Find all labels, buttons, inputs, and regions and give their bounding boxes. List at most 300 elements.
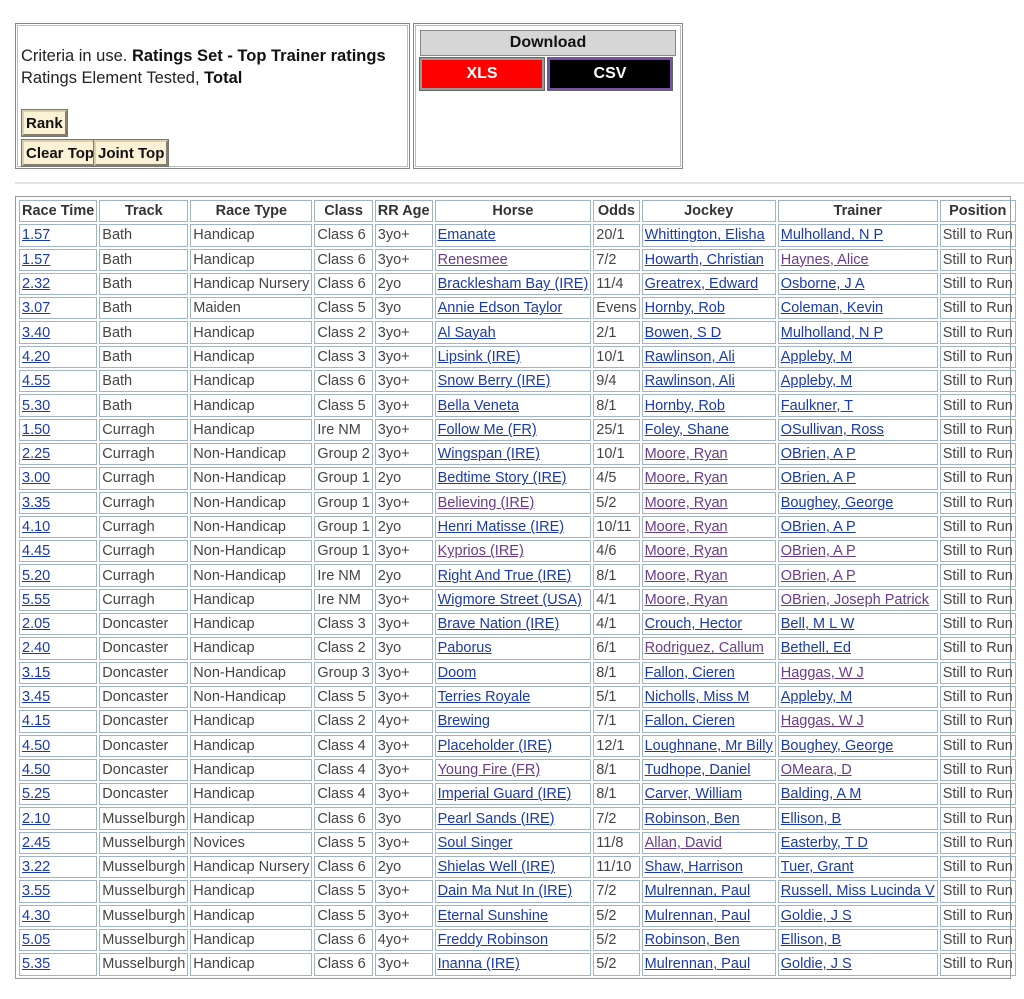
race-time-link[interactable]: 4.30: [22, 907, 51, 924]
track-cell: Bath: [99, 394, 188, 416]
horse-cell: [435, 589, 592, 611]
race-time-link[interactable]: 4.55: [22, 373, 51, 390]
table-row: [19, 443, 1016, 465]
table-row: [19, 224, 1016, 246]
jockey-link[interactable]: Mulrennan, Paul: [644, 883, 751, 900]
horse-link[interactable]: Young Fire (FR): [437, 761, 541, 778]
trainer-link[interactable]: Boughey, George: [780, 494, 894, 511]
position-cell: Still to Run: [940, 929, 1016, 951]
horse-link[interactable]: Pearl Sands (IRE): [437, 810, 555, 827]
position-cell: Still to Run: [940, 443, 1016, 465]
race-type-cell: Non-Handicap: [190, 662, 312, 684]
class-cell: Group 2: [314, 443, 372, 465]
horse-cell: [435, 346, 592, 368]
trainer-link[interactable]: OMeara, D: [780, 761, 852, 778]
jockey-cell: [642, 297, 776, 319]
jockey-link[interactable]: Moore, Ryan: [644, 567, 728, 584]
track-cell: Doncaster: [99, 759, 188, 781]
jockey-link[interactable]: Moore, Ryan: [644, 519, 728, 535]
trainer-link[interactable]: OBrien, A P: [780, 470, 856, 487]
horse-cell: [435, 735, 592, 757]
table-row: [19, 686, 1016, 708]
column-header-jockey: Jockey: [642, 200, 776, 222]
horse-link[interactable]: Shielas Well (IRE): [437, 859, 555, 876]
trainer-link[interactable]: Appleby, M: [780, 373, 853, 390]
race-type-cell: Non-Handicap: [190, 492, 312, 514]
column-header-horse: Horse: [435, 200, 592, 222]
rr-age-cell: 2yo: [375, 516, 433, 538]
class-cell: Class 4: [314, 783, 372, 805]
trainer-link[interactable]: OBrien, A P: [780, 519, 856, 535]
race-type-cell: Handicap: [190, 637, 312, 659]
jockey-link[interactable]: Foley, Shane: [644, 421, 729, 438]
xls-download-button[interactable]: XLS: [420, 58, 544, 90]
jockey-cell: [642, 516, 776, 538]
race-type-cell: Handicap: [190, 905, 312, 927]
position-cell: Still to Run: [940, 346, 1016, 368]
jockey-link[interactable]: Moore, Ryan: [644, 470, 728, 487]
race-time-link[interactable]: 1.57: [22, 227, 51, 244]
race-time-link[interactable]: 4.15: [22, 713, 51, 730]
horse-link[interactable]: Soul Singer: [437, 834, 513, 851]
table-row: [19, 953, 1016, 975]
ratings-element: Total: [204, 69, 243, 87]
horse-link[interactable]: Believing (IRE): [437, 494, 535, 511]
track-cell: Musselburgh: [99, 905, 188, 927]
position-cell: Still to Run: [940, 370, 1016, 392]
table-row: [19, 467, 1016, 489]
horse-cell: [435, 297, 592, 319]
race-time-cell: [19, 249, 97, 271]
rr-age-cell: 3yo+: [375, 224, 433, 246]
horse-cell: [435, 564, 592, 586]
jockey-cell: [642, 710, 776, 732]
race-type-cell: Handicap: [190, 589, 312, 611]
track-cell: Musselburgh: [99, 929, 188, 951]
jockey-cell: [642, 759, 776, 781]
table-row: [19, 370, 1016, 392]
horse-link[interactable]: Eternal Sunshine: [437, 907, 549, 924]
track-cell: Doncaster: [99, 735, 188, 757]
horse-link[interactable]: Placeholder (IRE): [437, 737, 553, 754]
rr-age-cell: 3yo+: [375, 419, 433, 441]
horse-link[interactable]: Imperial Guard (IRE): [437, 786, 572, 803]
race-type-cell: Maiden: [190, 297, 312, 319]
position-cell: Still to Run: [940, 759, 1016, 781]
race-time-cell: [19, 370, 97, 392]
horse-cell: [435, 492, 592, 514]
jockey-link[interactable]: Robinson, Ben: [644, 810, 740, 827]
horse-link[interactable]: Terries Royale: [437, 689, 531, 706]
class-cell: Ire NM: [314, 564, 372, 586]
class-cell: Class 3: [314, 346, 372, 368]
position-cell: Still to Run: [940, 662, 1016, 684]
trainer-link[interactable]: Boughey, George: [780, 737, 894, 754]
race-time-link[interactable]: 5.25: [22, 786, 51, 803]
odds-cell: 8/1: [593, 394, 639, 416]
trainer-cell: [778, 589, 938, 611]
table-row: [19, 710, 1016, 732]
class-cell: Class 5: [314, 394, 372, 416]
horse-link[interactable]: Inanna (IRE): [437, 956, 520, 973]
odds-cell: 5/2: [593, 953, 639, 975]
trainer-link[interactable]: Haynes, Alice: [780, 251, 869, 268]
horse-link[interactable]: Doom: [437, 664, 477, 681]
odds-cell: 10/11: [593, 516, 639, 538]
race-type-cell: Handicap: [190, 370, 312, 392]
horse-link[interactable]: Wingspan (IRE): [437, 446, 540, 463]
rr-age-cell: 4yo+: [375, 929, 433, 951]
table-row: [19, 346, 1016, 368]
horse-link[interactable]: Al Sayah: [437, 324, 496, 341]
trainer-link[interactable]: Haggas, W J: [780, 664, 864, 681]
trainer-link[interactable]: Goldie, J S: [780, 907, 852, 924]
odds-cell: 8/1: [593, 564, 639, 586]
jockey-link[interactable]: Nicholls, Miss M: [644, 689, 750, 706]
rank-button[interactable]: Rank: [22, 110, 67, 136]
race-type-cell: Handicap: [190, 419, 312, 441]
horse-link[interactable]: Paborus: [437, 640, 492, 657]
race-time-link[interactable]: 5.20: [22, 567, 51, 584]
element-label: Ratings Element Tested,: [21, 69, 205, 87]
race-time-link[interactable]: 4.10: [22, 519, 51, 535]
position-cell: Still to Run: [940, 735, 1016, 757]
horse-cell: [435, 686, 592, 708]
race-time-link[interactable]: 5.35: [22, 956, 51, 973]
jockey-cell: [642, 905, 776, 927]
odds-cell: 11/8: [593, 832, 639, 854]
odds-cell: 9/4: [593, 370, 639, 392]
race-time-link[interactable]: 2.45: [22, 834, 51, 851]
position-cell: Still to Run: [940, 637, 1016, 659]
trainer-cell: [778, 880, 938, 902]
table-row: [19, 613, 1016, 635]
horse-cell: [435, 613, 592, 635]
horse-link[interactable]: Bella Veneta: [437, 397, 520, 414]
race-time-link[interactable]: 5.30: [22, 397, 51, 414]
race-time-cell: [19, 783, 97, 805]
track-cell: Curragh: [99, 589, 188, 611]
jockey-link[interactable]: Mulrennan, Paul: [644, 907, 751, 924]
odds-cell: 7/2: [593, 807, 639, 829]
rr-age-cell: 3yo+: [375, 443, 433, 465]
jockey-link[interactable]: Tudhope, Daniel: [644, 761, 751, 778]
odds-cell: 10/1: [593, 443, 639, 465]
table-row: [19, 807, 1016, 829]
race-time-link[interactable]: 4.45: [22, 543, 51, 560]
horse-link[interactable]: Kyprios (IRE): [437, 543, 524, 560]
trainer-link[interactable]: Mulholland, N P: [780, 324, 884, 341]
trainer-link[interactable]: Russell, Miss Lucinda V: [780, 883, 935, 900]
jockey-cell: [642, 832, 776, 854]
odds-cell: 5/1: [593, 686, 639, 708]
race-time-link[interactable]: 5.55: [22, 591, 51, 608]
race-time-cell: [19, 613, 97, 635]
jockey-link[interactable]: Robinson, Ben: [644, 932, 740, 949]
jockey-link[interactable]: Shaw, Harrison: [644, 859, 743, 876]
trainer-cell: [778, 467, 938, 489]
track-cell: Bath: [99, 297, 188, 319]
rr-age-cell: 4yo+: [375, 710, 433, 732]
rr-age-cell: 2yo: [375, 273, 433, 295]
jockey-cell: [642, 249, 776, 271]
jockey-link[interactable]: Hornby, Rob: [644, 397, 725, 414]
table-row: [19, 321, 1016, 343]
rr-age-cell: 3yo+: [375, 880, 433, 902]
class-cell: Class 2: [314, 710, 372, 732]
trainer-link[interactable]: OBrien, A P: [780, 543, 856, 560]
track-cell: Musselburgh: [99, 832, 188, 854]
horse-cell: [435, 662, 592, 684]
trainer-link[interactable]: OSullivan, Ross: [780, 421, 884, 438]
race-time-link[interactable]: 1.50: [22, 421, 51, 438]
position-cell: Still to Run: [940, 905, 1016, 927]
jockey-link[interactable]: Rawlinson, Ali: [644, 373, 735, 390]
jockey-link[interactable]: Carver, William: [644, 786, 743, 803]
jockey-cell: [642, 370, 776, 392]
odds-cell: 8/1: [593, 759, 639, 781]
rr-age-cell: 3yo+: [375, 540, 433, 562]
horse-cell: [435, 394, 592, 416]
trainer-link[interactable]: Bell, M L W: [780, 616, 855, 633]
race-type-cell: Handicap: [190, 224, 312, 246]
clear-top-button[interactable]: Clear Top: [22, 140, 98, 166]
jockey-link[interactable]: Hornby, Rob: [644, 300, 725, 317]
jockey-link[interactable]: Moore, Ryan: [644, 543, 728, 560]
track-cell: Musselburgh: [99, 856, 188, 878]
class-cell: Class 5: [314, 297, 372, 319]
trainer-link[interactable]: Faulkner, T: [780, 397, 854, 414]
horse-link[interactable]: Bracklesham Bay (IRE): [437, 276, 589, 293]
table-row: [19, 662, 1016, 684]
odds-cell: 4/5: [593, 467, 639, 489]
column-header-position: Position: [940, 200, 1016, 222]
jockey-link[interactable]: Rawlinson, Ali: [644, 348, 735, 365]
horse-link[interactable]: Lipsink (IRE): [437, 348, 521, 365]
rr-age-cell: 3yo+: [375, 370, 433, 392]
trainer-link[interactable]: Ellison, B: [780, 932, 842, 949]
jockey-link[interactable]: Fallon, Cieren: [644, 713, 735, 730]
race-time-link[interactable]: 3.07: [22, 300, 51, 317]
class-cell: Group 1: [314, 492, 372, 514]
column-header-odds: Odds: [593, 200, 639, 222]
race-type-cell: Handicap: [190, 929, 312, 951]
horse-link[interactable]: Annie Edson Taylor: [437, 300, 563, 317]
track-cell: Musselburgh: [99, 880, 188, 902]
position-cell: Still to Run: [940, 297, 1016, 319]
joint-top-button[interactable]: Joint Top: [94, 140, 168, 166]
trainer-link[interactable]: Easterby, T D: [780, 834, 868, 851]
trainer-link[interactable]: Bethell, Ed: [780, 640, 851, 657]
jockey-link[interactable]: Allan, David: [644, 834, 722, 851]
jockey-link[interactable]: Moore, Ryan: [644, 446, 728, 463]
jockey-link[interactable]: Moore, Ryan: [644, 591, 728, 608]
trainer-link[interactable]: Appleby, M: [780, 348, 853, 365]
trainer-link[interactable]: Tuer, Grant: [780, 859, 854, 876]
race-time-cell: [19, 540, 97, 562]
jockey-link[interactable]: Bowen, S D: [644, 324, 722, 341]
rr-age-cell: 3yo+: [375, 686, 433, 708]
trainer-cell: [778, 735, 938, 757]
horse-cell: [435, 273, 592, 295]
race-time-link[interactable]: 3.22: [22, 859, 51, 876]
race-time-link[interactable]: 3.35: [22, 494, 51, 511]
race-time-link[interactable]: 3.15: [22, 664, 51, 681]
odds-cell: 7/1: [593, 710, 639, 732]
class-cell: Class 6: [314, 370, 372, 392]
race-time-link[interactable]: 5.05: [22, 932, 51, 949]
race-time-cell: [19, 297, 97, 319]
column-header-race-type: Race Type: [190, 200, 312, 222]
column-header-trainer: Trainer: [778, 200, 938, 222]
jockey-link[interactable]: Crouch, Hector: [644, 616, 743, 633]
horse-link[interactable]: Bedtime Story (IRE): [437, 470, 567, 487]
odds-cell: 11/4: [593, 273, 639, 295]
horse-cell: [435, 807, 592, 829]
horse-link[interactable]: Emanate: [437, 227, 496, 244]
jockey-link[interactable]: Greatrex, Edward: [644, 276, 759, 293]
horse-cell: [435, 953, 592, 975]
trainer-link[interactable]: Coleman, Kevin: [780, 300, 884, 317]
class-cell: Class 5: [314, 905, 372, 927]
jockey-link[interactable]: Fallon, Cieren: [644, 664, 735, 681]
download-header: Download: [420, 30, 676, 56]
position-cell: Still to Run: [940, 589, 1016, 611]
race-time-link[interactable]: 2.40: [22, 640, 51, 657]
horse-link[interactable]: Dain Ma Nut In (IRE): [437, 883, 573, 900]
position-cell: Still to Run: [940, 807, 1016, 829]
download-panel: [413, 23, 683, 169]
class-cell: Class 4: [314, 735, 372, 757]
jockey-link[interactable]: Mulrennan, Paul: [644, 956, 751, 973]
jockey-cell: [642, 394, 776, 416]
class-cell: Class 5: [314, 832, 372, 854]
race-time-link[interactable]: 3.45: [22, 689, 51, 706]
race-time-link[interactable]: 2.10: [22, 810, 51, 827]
race-type-cell: Handicap: [190, 249, 312, 271]
class-cell: Class 4: [314, 759, 372, 781]
trainer-cell: [778, 686, 938, 708]
odds-cell: 4/1: [593, 589, 639, 611]
class-cell: Class 6: [314, 273, 372, 295]
race-time-cell: [19, 710, 97, 732]
jockey-link[interactable]: Whittington, Elisha: [644, 227, 765, 244]
jockey-cell: [642, 224, 776, 246]
race-time-cell: [19, 807, 97, 829]
horse-link[interactable]: Snow Berry (IRE): [437, 373, 551, 390]
horse-link[interactable]: Follow Me (FR): [437, 421, 537, 438]
horse-link[interactable]: Freddy Robinson: [437, 932, 549, 949]
jockey-cell: [642, 929, 776, 951]
rr-age-cell: 3yo+: [375, 662, 433, 684]
jockey-cell: [642, 346, 776, 368]
trainer-link[interactable]: OBrien, A P: [780, 446, 856, 463]
odds-cell: 25/1: [593, 419, 639, 441]
horse-link[interactable]: Renesmee: [437, 251, 508, 268]
class-cell: Class 6: [314, 953, 372, 975]
race-time-link[interactable]: 4.50: [22, 761, 51, 778]
track-cell: Bath: [99, 346, 188, 368]
horse-cell: [435, 419, 592, 441]
trainer-link[interactable]: OBrien, Joseph Patrick: [780, 591, 930, 608]
trainer-link[interactable]: Appleby, M: [780, 689, 853, 706]
class-cell: Class 6: [314, 929, 372, 951]
track-cell: Doncaster: [99, 662, 188, 684]
csv-download-button[interactable]: CSV: [548, 58, 672, 90]
race-time-link[interactable]: 3.55: [22, 883, 51, 900]
jockey-link[interactable]: Loughnane, Mr Billy: [644, 737, 773, 754]
jockey-link[interactable]: Moore, Ryan: [644, 494, 728, 511]
track-cell: Bath: [99, 249, 188, 271]
race-type-cell: Handicap: [190, 953, 312, 975]
rr-age-cell: 3yo+: [375, 321, 433, 343]
rr-age-cell: 3yo+: [375, 394, 433, 416]
horse-link[interactable]: Wigmore Street (USA): [437, 591, 582, 608]
trainer-link[interactable]: Ellison, B: [780, 810, 842, 827]
table-row: [19, 832, 1016, 854]
race-time-cell: [19, 905, 97, 927]
table-row: [19, 880, 1016, 902]
horse-link[interactable]: Right And True (IRE): [437, 567, 572, 584]
horse-link[interactable]: Brewing: [437, 713, 490, 730]
track-cell: Bath: [99, 321, 188, 343]
class-cell: Class 5: [314, 880, 372, 902]
position-cell: Still to Run: [940, 856, 1016, 878]
trainer-link[interactable]: Mulholland, N P: [780, 227, 884, 244]
horse-link[interactable]: Brave Nation (IRE): [437, 616, 560, 633]
trainer-link[interactable]: Balding, A M: [780, 786, 862, 803]
race-time-link[interactable]: 2.25: [22, 446, 51, 463]
jockey-cell: [642, 856, 776, 878]
rr-age-cell: 3yo+: [375, 905, 433, 927]
race-type-cell: Novices: [190, 832, 312, 854]
trainer-cell: [778, 540, 938, 562]
trainer-cell: [778, 394, 938, 416]
trainer-link[interactable]: Goldie, J S: [780, 956, 852, 973]
jockey-cell: [642, 953, 776, 975]
odds-cell: 10/1: [593, 346, 639, 368]
trainer-cell: [778, 516, 938, 538]
jockey-link[interactable]: Howarth, Christian: [644, 251, 764, 268]
trainer-link[interactable]: Osborne, J A: [780, 276, 865, 293]
race-time-link[interactable]: 2.32: [22, 276, 51, 293]
trainer-cell: [778, 346, 938, 368]
race-time-link[interactable]: 3.00: [22, 470, 51, 487]
race-time-link[interactable]: 4.20: [22, 348, 51, 365]
jockey-cell: [642, 880, 776, 902]
odds-cell: Evens: [593, 297, 639, 319]
position-cell: Still to Run: [940, 492, 1016, 514]
trainer-link[interactable]: Haggas, W J: [780, 713, 864, 730]
class-cell: Class 5: [314, 686, 372, 708]
jockey-link[interactable]: Rodriguez, Callum: [644, 640, 764, 657]
rr-age-cell: 2yo: [375, 467, 433, 489]
race-time-link[interactable]: 1.57: [22, 251, 51, 268]
race-time-link[interactable]: 3.40: [22, 324, 51, 341]
race-time-link[interactable]: 2.05: [22, 616, 51, 633]
position-cell: Still to Run: [940, 394, 1016, 416]
race-time-cell: [19, 394, 97, 416]
trainer-link[interactable]: OBrien, A P: [780, 567, 856, 584]
trainer-cell: [778, 637, 938, 659]
rr-age-cell: 3yo+: [375, 346, 433, 368]
position-cell: Still to Run: [940, 613, 1016, 635]
race-time-link[interactable]: 4.50: [22, 737, 51, 754]
trainer-cell: [778, 273, 938, 295]
race-time-cell: [19, 759, 97, 781]
horse-link[interactable]: Henri Matisse (IRE): [437, 519, 565, 535]
race-time-cell: [19, 929, 97, 951]
